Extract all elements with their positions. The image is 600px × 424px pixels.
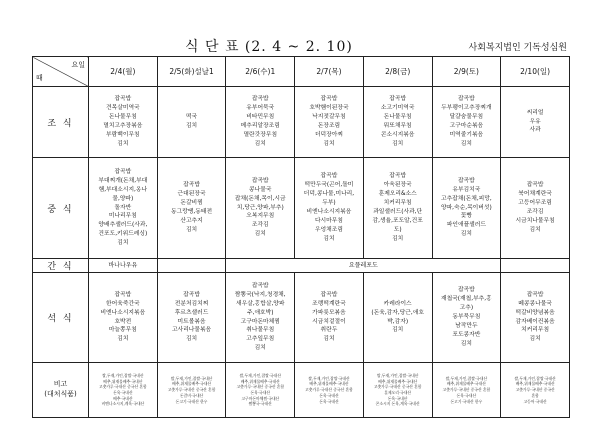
menu-item: 떡갈비양념볶음 — [515, 309, 555, 316]
menu-item: 달걀숨물무침 — [449, 114, 484, 121]
menu-item: 감,생율,포도알,건포 — [372, 217, 423, 224]
menu-item: 조랭떡계란국 — [312, 300, 346, 307]
organization-name: 사회복지법인 기독성심원 — [468, 43, 567, 53]
menu-item: 두부) — [322, 200, 336, 207]
day-header: 2/5(화)설날1 — [157, 57, 226, 87]
menu-item: 씨리얼 — [526, 109, 544, 116]
menu-item: 김치 — [392, 327, 404, 334]
origin-note: 돈갈비·국내산 — [179, 392, 204, 398]
menu-cell — [295, 273, 364, 363]
menu-item: (돈육,감자,당근,애호 — [371, 309, 424, 316]
menu-item: 잡채(돈채,목이,시금 — [234, 195, 286, 202]
menu-item: 잡곡밥 — [526, 291, 544, 298]
menu-item: 호박전 — [114, 318, 132, 325]
notes-cell — [363, 363, 432, 418]
notes-cell — [432, 363, 501, 418]
menu-item: 콘소시지볶음 — [380, 131, 415, 138]
origin-note: 돈육·국내산 — [456, 392, 477, 398]
notes-cell — [501, 363, 570, 418]
corner-day-label: 요일 — [71, 61, 85, 69]
origin-note: 비엔나소시지,계육·국내산 — [101, 401, 145, 407]
menu-item: 김치 — [254, 345, 266, 352]
menu-item: 우유 — [529, 118, 541, 125]
menu-item: 더덕장아찌 — [314, 131, 343, 138]
origin-note: 훈제오리·국내산 — [384, 390, 412, 395]
menu-item: 잡곡밥 — [114, 168, 132, 175]
menu-item: 미역줄기볶음 — [449, 131, 484, 138]
meal-row — [33, 87, 570, 158]
menu-item: 소고기미역국 — [380, 105, 415, 112]
origin-note: 고등어·국내산 — [523, 398, 547, 404]
menu-item: 돌자반 — [114, 204, 132, 211]
menu-item: 잡곡밥 — [183, 182, 200, 189]
origin-note: 쌀,두재,가인,잡쌀·국내산 — [376, 372, 419, 378]
day-header: 2/10(일) — [501, 57, 570, 87]
menu-item: 김치 — [185, 226, 198, 233]
menu-item: 훈제오리&소스 — [378, 191, 417, 198]
origin-note: 돈고기·국내산 한우 — [175, 398, 208, 404]
origin-note: 돈육·국내산 — [113, 390, 133, 395]
origin-note: 배추,위재물배추·국내산 — [309, 381, 349, 387]
origin-note: 고춧가루·국내산 중국산 — [515, 387, 555, 393]
menu-item: 부대찌개(돈채,부대 — [98, 177, 148, 184]
menu-cell — [363, 87, 432, 158]
day-header: 2/6(수)1 — [226, 57, 295, 87]
menu-item: 고등어무조림 — [518, 200, 552, 207]
menu-cell — [89, 158, 158, 259]
menu-item: 김치 — [185, 123, 198, 129]
menu-item: 고사리나물볶음 — [171, 327, 212, 334]
menu-cell — [157, 273, 226, 363]
menu-item: 재첩국(재첩,부추,홍 — [440, 296, 492, 303]
day-header: 2/8(금) — [363, 57, 432, 87]
notes-cell — [226, 363, 295, 418]
menu-item: 두부팽이고추장찌개 — [441, 105, 492, 112]
menu-item: 동부묵무침 — [452, 314, 481, 320]
menu-item: 고구마순볶음 — [449, 123, 484, 129]
menu-item: 과일샐러드(사과,단 — [373, 209, 423, 215]
origin-note: 돈육·국내산 — [387, 395, 408, 401]
menu-item: 짬뽕국(낙지,청경채, — [234, 291, 286, 298]
menu-item: 김치 — [254, 231, 266, 238]
menu-item: 카레라이스 — [383, 300, 412, 307]
menu-item: 비엔나소시지볶음 — [100, 309, 146, 316]
menu-item: 돈나물무침 — [383, 114, 412, 121]
menu-item: 김치 — [117, 336, 129, 343]
menu-item: 한어육죽간국 — [106, 300, 140, 307]
menu-item: 비엔나소시지볶음 — [306, 209, 352, 215]
notes-row — [33, 363, 570, 418]
menu-item: 잡곡밥 — [320, 173, 338, 180]
menu-item: 김치 — [529, 336, 541, 343]
meal-row — [33, 259, 570, 273]
origin-note: 고춧가루·국내산 중국산 혼합 — [305, 387, 353, 393]
meal-label: 조 식 — [33, 87, 89, 158]
menu-item: 돈갈비찜 — [180, 200, 203, 207]
corner-cell — [33, 57, 89, 87]
menu-item: 메추리알장조림 — [240, 123, 280, 129]
menu-item: 잡곡밥 — [457, 177, 475, 184]
origin-note: 쌀,두재,가인,잡쌀·국내산 — [445, 375, 488, 381]
menu-item: 멸란갓장무침 — [243, 131, 278, 138]
menu-item: 치커리무침 — [521, 327, 550, 334]
menu-item: 요플레포도 — [348, 261, 378, 269]
menu-cell — [89, 87, 158, 158]
menu-item: 미트볼볶음 — [177, 318, 206, 325]
menu-item: 김치 — [392, 235, 404, 242]
origin-note: 혼합 — [531, 392, 539, 398]
menu-cell — [432, 273, 501, 363]
menu-item: 김치 — [460, 231, 472, 238]
menu-item: 더덕,콩나물,미나리, — [303, 191, 355, 198]
origin-note: 돈고기·국내산 한우 — [450, 398, 483, 404]
menu-item: 가파릇모볶음 — [312, 309, 346, 316]
menu-item: 김치 — [323, 140, 335, 147]
menu-item: 조각김 — [251, 222, 269, 229]
origin-note: 고춧가루·국내산 중국산 혼합 — [236, 384, 285, 390]
menu-item: 잡곡밥 — [114, 291, 132, 298]
menu-item: 잡곡밥 — [251, 96, 269, 103]
menu-item: 파인애플샐러드 — [446, 222, 486, 229]
menu-cell — [89, 273, 158, 363]
menu-item: 후르츠샐러드 — [174, 309, 209, 316]
menu-item: 김치 — [117, 240, 129, 247]
menu-item: 멸치고추장볶음 — [103, 123, 143, 129]
menu-item: 남작만두 — [455, 322, 478, 329]
menu-item: 치,당근,양파,부추) — [236, 204, 284, 211]
menu-item: 사과 — [529, 127, 541, 134]
origin-note: 콘소시지 돈육,계육·국내산 — [375, 401, 420, 407]
origin-note: 배추,위재물배추·국내산 — [515, 381, 555, 387]
menu-item: 꽃빵 — [460, 213, 472, 220]
menu-cell — [226, 259, 501, 273]
origin-note: 돈육·국내산 — [250, 390, 271, 395]
menu-item: 박,감자) — [387, 318, 409, 325]
menu-cell — [363, 273, 432, 363]
menu-item: 시금치나물무침 — [515, 217, 555, 224]
menu-item: 감자베이컨볶음 — [515, 318, 555, 325]
origin-note: 짬뽕국·국내산 — [248, 401, 272, 407]
menu-item: 주,애호박) — [247, 309, 274, 316]
meal-row — [33, 273, 570, 363]
menu-item: 산고추지 — [180, 217, 203, 224]
menu-cell — [501, 158, 570, 259]
menu-item: 새우살,홍합살,양파 — [236, 300, 285, 307]
notes-label-line: (대처식품) — [44, 390, 77, 398]
origin-note: 돈육·국내산 — [319, 392, 339, 398]
notes-cell — [295, 363, 364, 418]
menu-cell — [432, 158, 501, 259]
meal-label: 중 식 — [33, 158, 89, 259]
day-header-row — [33, 57, 570, 87]
menu-item: 떡만두국(곤어,돌미 — [304, 182, 354, 189]
menu-item: 김치 — [117, 140, 129, 147]
menu-item: 포도콩자반 — [452, 331, 481, 338]
menu-item: 뭐또채무침 — [383, 123, 412, 129]
menu-item: 김치 — [460, 140, 472, 147]
notes-label — [33, 363, 89, 418]
notes-cell — [157, 363, 226, 418]
menu-item: 돈장조림 — [317, 123, 341, 129]
meal-table — [32, 56, 570, 418]
origin-note: 쌀,두재,가인,잡쌀·국내산 — [308, 375, 350, 381]
menu-item: 낙지젓갈무침 — [312, 114, 346, 121]
menu-item: 취란두 — [320, 327, 338, 334]
day-header: 2/9(토) — [432, 57, 501, 87]
menu-item: 부람백이무침 — [106, 131, 140, 138]
menu-item: 잡곡밥 — [251, 177, 269, 184]
menu-cell — [226, 87, 295, 158]
menu-cell — [432, 87, 501, 158]
menu-item: 고추잡채(돈채,피망, — [440, 195, 492, 202]
menu-item: 미나리무침 — [108, 213, 137, 220]
menu-cell — [295, 158, 364, 259]
origin-note: 배추,위재물배추·국내산 — [172, 381, 212, 387]
menu-item: 돈나물무침 — [108, 114, 137, 121]
origin-note: 고춧가루·국내산 중국산 혼합 — [99, 384, 147, 390]
menu-item: 잡곡밥 — [526, 182, 544, 189]
menu-item: 시금치겉절이 — [312, 318, 346, 325]
menu-item: 콩나물국 — [249, 186, 272, 193]
menu-item: 호박햄이된장국 — [309, 105, 349, 112]
menu-item: 취나물무침 — [246, 327, 275, 334]
menu-item: 햄,부대소시지,옹나 — [98, 186, 148, 193]
menu-item: 김치 — [323, 235, 335, 242]
menu-item: 치커리무침 — [383, 200, 412, 207]
menu-cell — [157, 259, 226, 273]
menu-cell — [157, 87, 226, 158]
menu-cell — [501, 87, 570, 158]
origin-note: 고구마돈마체찜·국내산 — [241, 395, 280, 401]
menu-item: 잡곡밥 — [183, 291, 200, 298]
menu-item: 김치 — [460, 340, 472, 347]
page-title: 식 단 표 (2. 4 ~ 2. 10) — [185, 39, 353, 55]
menu-item: 유부김치국 — [452, 186, 481, 193]
menu-item: 동그랑땡,동태전 — [171, 209, 213, 215]
origin-note: 쌀,두재,가인,잡쌀·국내산 — [239, 372, 282, 378]
meal-label: 간 식 — [33, 259, 89, 273]
menu-item: 잡곡밥 — [320, 96, 338, 103]
corner-meal-label: 때 — [36, 74, 43, 82]
menu-item: 잡곡밥 — [457, 96, 475, 103]
origin-note: 고춧가루·국내산 중국산 혼합 — [167, 387, 216, 393]
notes-label-line: 비고 — [53, 380, 68, 389]
origin-note: 배추·국내산 — [113, 395, 133, 401]
menu-cell — [226, 273, 295, 363]
menu-item: 고추) — [459, 305, 474, 312]
menu-item: 비타민무침 — [246, 114, 275, 121]
menu-cell — [226, 158, 295, 259]
origin-note: 배추,위재물배추·국내산 — [103, 378, 143, 384]
menu-item: 아욱된장국 — [383, 182, 412, 189]
menu-item: 오복지무침 — [246, 213, 275, 220]
day-header: 2/4(월) — [89, 57, 158, 87]
menu-item: 물,양파) — [112, 195, 134, 202]
menu-item: 고구마돈마체찜 — [240, 318, 280, 325]
meal-label: 석 식 — [33, 273, 89, 363]
menu-item: 김치 — [254, 140, 266, 147]
origin-note: 배추,위재물배추·국내산 — [446, 381, 486, 387]
notes-cell — [89, 363, 158, 418]
origin-note: 쌀,두재,가인,잡쌀·국내산 — [102, 372, 144, 378]
menu-item: 조각김 — [526, 209, 544, 215]
menu-item: 잡곡밥 — [389, 173, 407, 180]
menu-item: 양배추샐러드(사과, — [98, 222, 148, 229]
menu-item: 떡국 — [185, 114, 198, 121]
origin-note: 돈육·국내산 — [319, 398, 339, 404]
menu-item: 고추잎무침 — [246, 336, 275, 343]
menu-item: 김치 — [529, 226, 541, 233]
menu-cell — [157, 158, 226, 259]
menu-item: 북어채계란국 — [518, 191, 552, 198]
menu-item: 마늘쫑무침 — [108, 327, 137, 334]
menu-item: 잡곡밥 — [251, 282, 269, 289]
origin-note: 쌀,두재,가인,잡쌀·국내산 — [170, 375, 213, 381]
menu-item: 건포도,키위드레싱) — [98, 231, 148, 238]
menu-cell — [89, 259, 158, 273]
menu-item: 다시마무침 — [314, 217, 343, 224]
menu-item: 김치 — [392, 140, 404, 147]
origin-note: 배추,위재물배추·국내산 — [240, 378, 280, 384]
menu-cell — [501, 273, 570, 363]
menu-item: 전분처김치찌 — [174, 300, 209, 307]
menu-cell — [501, 259, 570, 273]
menu-item: 잡곡밥 — [389, 96, 407, 103]
menu-item: 양파,숙순,목이버섯) — [440, 204, 492, 211]
menu-cell — [295, 87, 364, 158]
meal-row — [33, 158, 570, 259]
menu-item: 바나나우유 — [108, 261, 138, 269]
origin-note: 쌀,두재,가인,잡쌀·국내산 — [514, 375, 556, 381]
menu-item: 유부어묵국 — [246, 105, 275, 112]
menu-cell — [363, 158, 432, 259]
menu-item: 김치 — [185, 336, 198, 343]
menu-item: 김치 — [323, 336, 335, 343]
menu-item: 우엉채조림 — [314, 226, 343, 233]
menu-item: 견목살미역국 — [106, 105, 140, 112]
origin-note: 고춧가루·국내산 중국산 혼합 — [442, 387, 491, 393]
menu-item: 잡곡밥 — [320, 291, 338, 298]
menu-item: 도) — [393, 226, 402, 233]
origin-note: 고춧가루·국내산 중국산 혼합 — [373, 384, 422, 390]
menu-item: 떼콩콩나물국 — [518, 300, 552, 307]
origin-note: 배추,위재물배추·국내산 — [378, 378, 418, 384]
menu-item: 잡곡밥 — [114, 96, 132, 103]
day-header: 2/7(목) — [295, 57, 364, 87]
menu-item: 잡곡밥 — [457, 287, 475, 294]
menu-item: 근대된장국 — [177, 191, 206, 198]
